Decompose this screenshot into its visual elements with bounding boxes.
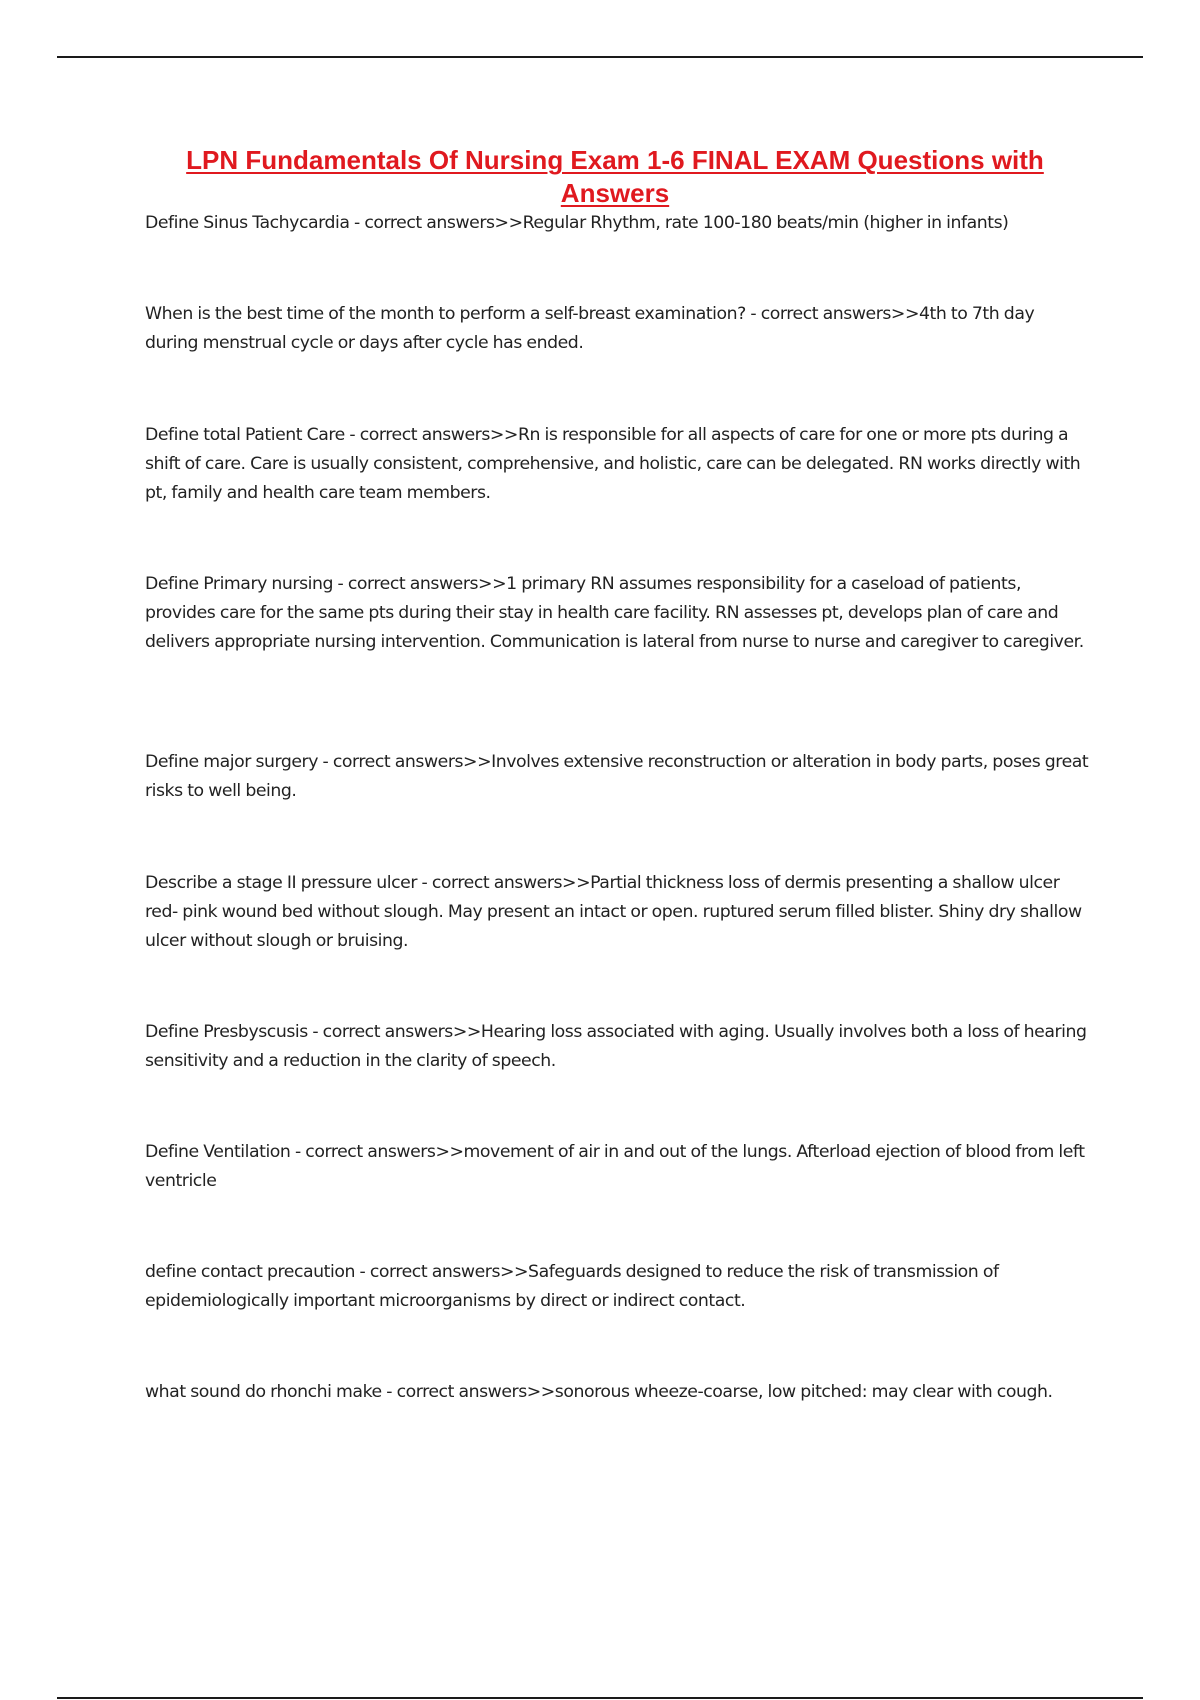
qa-item: Define total Patient Care - correct answers>>Rn is responsible for all aspects of care for one or more pts during a shift of care. Care is usually consistent, comprehensive, and holistic, care can be delegated. RN works directly with pt, family and health care team members. [145, 425, 1081, 503]
qa-item: Define Sinus Tachycardia - correct answers>>Regular Rhythm, rate 100-180 beats/min (higher in infants) [145, 213, 1009, 233]
qa-item: Define Primary nursing - correct answers>>1 primary RN assumes responsibility for a caseload of patients, provides care for the same pts during their stay in health care facility. RN assesses pt, develops plan of care and delivers appropriate nursing intervention. Communication is lateral from nurse to nurse and caregiver to caregiver. [145, 574, 1084, 652]
qa-item: what sound do rhonchi make - correct answers>>sonorous wheeze-coarse, low pitched: may clear with cough. [145, 1382, 1053, 1402]
qa-item: Define major surgery - correct answers>>Involves extensive reconstruction or alteration in body parts, poses great risks to well being. [145, 752, 1089, 801]
qa-item: When is the best time of the month to perform a self-breast examination? - correct answers>>4th to 7th day during menstrual cycle or days after cycle has ended. [145, 304, 1035, 353]
qa-item: Define Presbyscusis - correct answers>>Hearing loss associated with aging. Usually involves both a loss of hearing sensitivity and a reduction in the clarity of speech. [145, 1022, 1087, 1071]
qa-item: Define Ventilation - correct answers>>movement of air in and out of the lungs. Afterload ejection of blood from left ventricle [145, 1142, 1085, 1191]
document-title: LPN Fundamentals Of Nursing Exam 1-6 FINAL EXAM Questions with Answers [186, 145, 1044, 208]
footer-divider [57, 1697, 1143, 1699]
qa-item: define contact precaution - correct answers>>Safeguards designed to reduce the risk of transmission of epidemiologically important microorganisms by direct or indirect contact. [145, 1262, 999, 1311]
qa-item: Describe a stage II pressure ulcer - correct answers>>Partial thickness loss of dermis presenting a shallow ulcer red- pink wound bed without slough. May present an intact or open. ruptured serum filled blister. Shiny dry shallow ulcer without slough or bruising. [145, 873, 1082, 951]
